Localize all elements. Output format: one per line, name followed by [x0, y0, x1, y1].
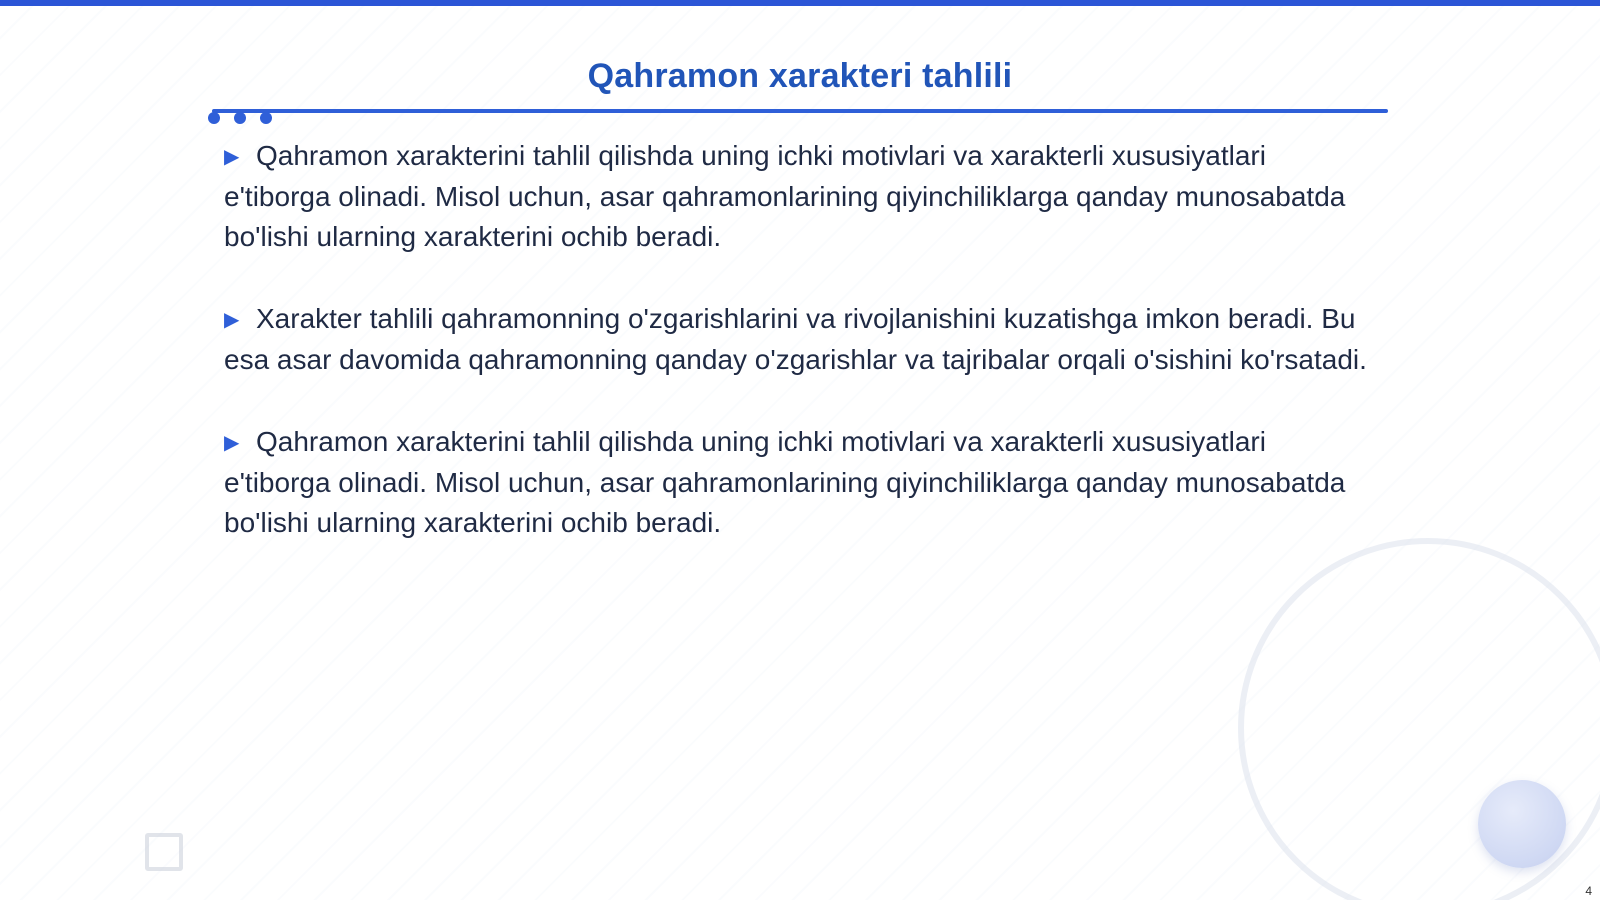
underline-dot [208, 112, 220, 124]
bullet-paragraph [224, 299, 1374, 380]
paragraph-text: Xarakter tahlili qahramonning o'zgarishlarini va rivojlanishini kuzatishga imkon beradi. Bu esa asar davomida qahramonning qanday o'zgarishlar va tajribalar orqali o'sishini ko'rsatadi. [224, 303, 1367, 375]
bullet-paragraph [224, 422, 1374, 543]
decorative-square [145, 833, 183, 871]
underline-dot [260, 112, 272, 124]
bullet-paragraph [224, 136, 1374, 257]
title-underline [212, 109, 1388, 113]
bullet-list [224, 136, 1374, 585]
paragraph-text: Qahramon xarakterini tahlil qilishda uning ichki motivlari va xarakterli xususiyatlari e'tiborga olinadi. Misol uchun, asar qahramonlarining qiyinchiliklarga qanday munosabatda bo'lishi ularning xarakterini ochib beradi. [224, 426, 1346, 538]
triangle-right-icon: ▶ [224, 309, 240, 331]
decorative-circle [1478, 780, 1566, 868]
top-accent-bar [0, 0, 1600, 6]
slide-title: Qahramon xarakteri tahlili [587, 57, 1013, 95]
triangle-right-icon: ▶ [224, 146, 240, 168]
triangle-right-icon: ▶ [224, 432, 240, 454]
paragraph-text: Qahramon xarakterini tahlil qilishda uning ichki motivlari va xarakterli xususiyatlari e'tiborga olinadi. Misol uchun, asar qahramonlarining qiyinchiliklarga qanday munosabatda bo'lishi ularning xarakterini ochib beradi. [224, 140, 1346, 252]
underline-dot [234, 112, 246, 124]
page-number: 4 [1585, 884, 1592, 898]
